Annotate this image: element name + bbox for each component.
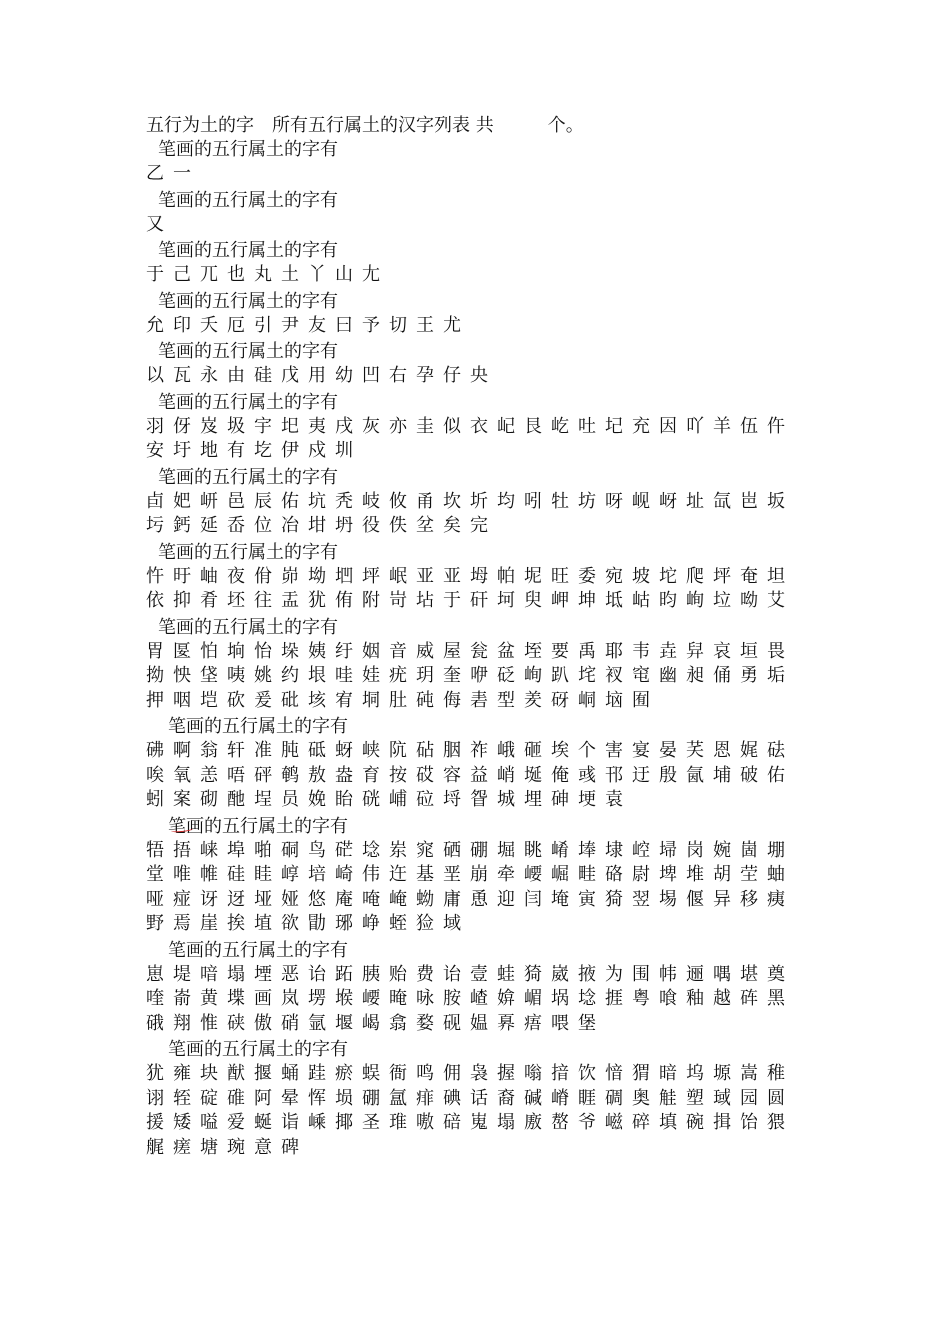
section-chars: 忤旴岫夜佾峁坳垇坪岷亚亚坶帕坭旺委宛坡坨爬坪奄坦依抑肴坯往盂犹侑附岢坫于矸坷臾岬坤坻岵昀峋垃呦艾 [146,565,794,611]
section [146,616,816,714]
section [146,138,816,187]
section [146,290,816,339]
section-header: 笔画的五行属土的字有 [168,815,348,837]
section-chars: 允印夭厄引尹友曰予切王尤 [146,314,470,336]
section [146,541,816,614]
document-title: 五行为土的字 所有五行属土的汉字列表 共 个。 [146,115,584,136]
section-chars: 以瓦永由硅戊用幼凹右孕仔央 [146,365,497,386]
section-header: 笔画的五行属土的字有 [158,616,338,638]
section-chars: 乙一 [146,163,200,184]
section-chars: 羽伢岌圾宇圯夷戌灰亦圭似衣屺艮屹吐圮充因吖羊伍仵安圩地有圪伊戍圳 [146,415,794,461]
section [146,391,816,464]
section-chars: 犹雍块猷揠蛹跬瘀蜈衙鸣佣袅握嗡揞饮愔猬暗坞塬嵩稚诩轾碇碓阿晕恽埙硼氲痱碘话裔碱嵴睚碉奥觟塑琙园圆援矮嗌爱蜒诣嵊揶圣琟嗷碚嵬塌廒嶅爷嵫碎填碗揖饴猥艉瘥塘琬意碑 [146,1063,794,1158]
document-body [146,114,816,1162]
section [146,939,816,1037]
section [146,239,816,288]
section-header: 笔画的五行属土的字有 [158,189,338,211]
section-header: 笔画的五行属土的字有 [158,466,338,488]
section-header: 笔画的五行属土的字有 [158,240,338,261]
section-header: 笔画的五行属土的字有 [158,541,338,563]
section-header: 笔画的五行属土的字有 [158,391,338,413]
section [146,815,816,937]
section-chars: 牾捂崃埠啪硐鸟硭埝岽窕硒硼堀眺崤埲埭崆埽岗婉崮堋堂唯帷硅眭崞培崎伟迕基垩崩牵崾崛畦硌尉埤堆胡茔蚰哑痖讶迓垭娅悠庵唵崦蚴庸恿迎闫埯寅猗翌埸偃异移痍野焉崖挨埴欲勖琊峥蛭猃域 [146,839,794,934]
section-header: 笔画的五行属土的字有 [158,290,338,312]
section-chars: 胃匽怕垧怡垛姨纡姻音威屋瓮盆垤要禹耶韦垚舁哀垣畏拗怏垡咦姚约垠哇娃疣玥奎咿砭峋趴垞衩窀幽昶俑勇垢押咽垲砍爰砒垓宥垌肚砘侮砉型羑砑峒垴囿 [146,640,794,711]
section-chars: 卣妑岍邑辰佑坑秃岐攸甬坎圻均吲牡坊呀岘岈址氙岜坂圬鈣延岙位冶坩坍役佚坌矣完 [146,490,794,536]
section [146,466,816,539]
section [146,715,816,813]
section-header: 笔画的五行属土的字有 [168,716,348,737]
section [146,189,816,238]
section [146,1038,816,1160]
section-chars: 于己兀也丸土丫山尢 [146,264,389,285]
section-chars: 崽堤喑塌堙恶诒跖胰贻费诒壹蛙猗崴掖为围帏逦喁堪奠喹嵛黄堞画岚塄堠崾晻咏胺嵖媕嵋埚埝捱粤喰釉越砗黑硪翔惟硖傲硝氩堰嵑翕婺砚媪奡痦喂堡 [146,963,794,1034]
section-header: 笔画的五行属土的字有 [168,1039,348,1060]
section-header: 笔画的五行属土的字有 [168,939,348,961]
section-chars: 砩啊翁轩准肫砥蚜峡阬砧胭祚峨砸埃个害宴晏芺恩娓砝唉氧恙唔砰鹌敖盎育按砹容益峭埏俺彧邗迂殷氤埔破佑蚓案砌酏埕员娩眙硄峬砬埒眢城埋砷埂袁 [146,740,794,810]
section-header: 笔画的五行属土的字有 [158,139,338,160]
section-chars: 又 [146,213,173,235]
section [146,340,816,389]
section-header: 笔画的五行属土的字有 [158,341,338,362]
